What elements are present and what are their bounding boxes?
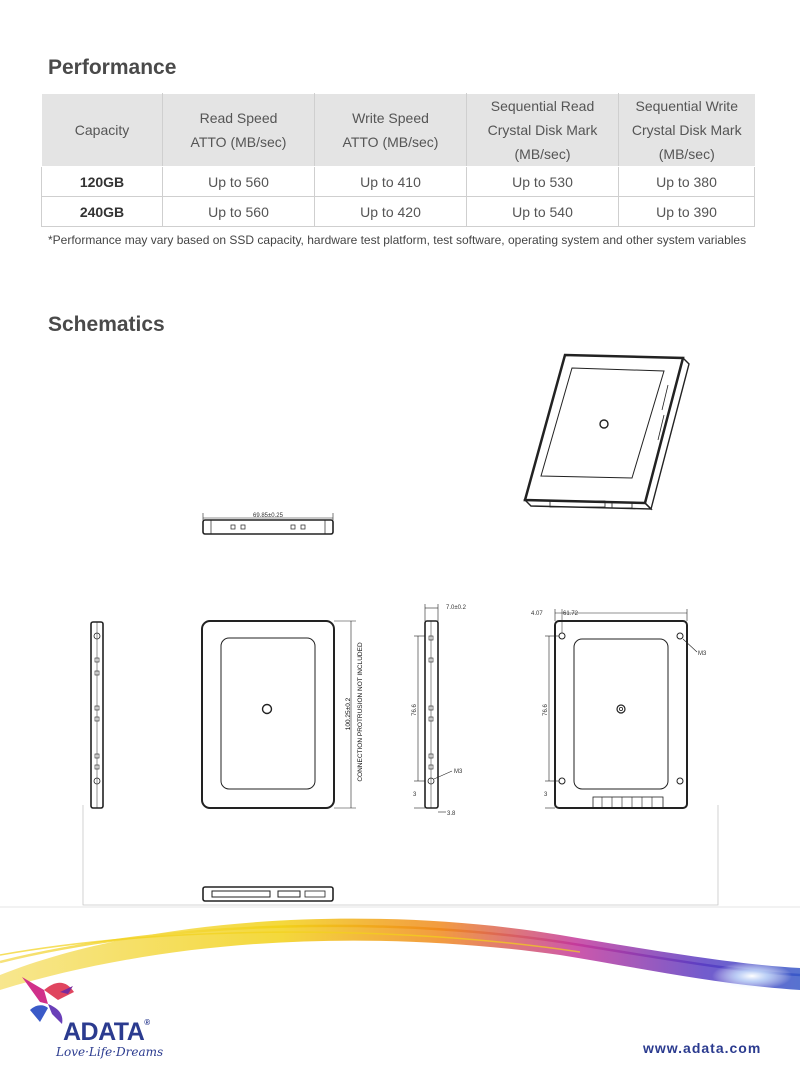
cell-write-speed: Up to 410 xyxy=(315,167,467,197)
side-view xyxy=(414,604,452,812)
cell-capacity: 240GB xyxy=(42,197,163,227)
website-url[interactable]: www.adata.com xyxy=(643,1040,762,1056)
cell-read-speed: Up to 560 xyxy=(163,167,315,197)
dim-side-bottom: 3.8 xyxy=(447,811,456,817)
dim-edge-offset: 4.07 xyxy=(531,611,543,617)
dim-width: 69.85±0.25 xyxy=(253,513,283,519)
performance-table xyxy=(41,93,755,227)
dim-length: 100.25±0.2 xyxy=(345,697,352,731)
schematics-drawing xyxy=(0,340,800,910)
table-row xyxy=(42,167,755,197)
bottom-view xyxy=(545,609,697,808)
cell-sequential-write: Up to 380 xyxy=(619,167,755,197)
dim-bottom-offset: 3 xyxy=(544,792,548,798)
header-read-speed: Read Speed ATTO (MB/sec) xyxy=(163,94,315,167)
dim-thickness: 7.0±0.2 xyxy=(446,605,466,611)
dim-hole-label-bottom: M3 xyxy=(698,651,707,657)
cell-sequential-write: Up to 390 xyxy=(619,197,755,227)
table-header-row xyxy=(42,94,755,167)
table-row xyxy=(42,197,755,227)
cell-read-speed: Up to 560 xyxy=(163,197,315,227)
dim-side-hole-span: 76.6 xyxy=(412,704,418,716)
left-side-view xyxy=(91,622,103,808)
connection-note: CONNECTION PROTRUSION NOT INCLUDED xyxy=(357,642,364,782)
header-sequential-write: Sequential Write Crystal Disk Mark (MB/sec) xyxy=(619,94,755,167)
dim-hole-label-side: M3 xyxy=(454,769,463,775)
header-sequential-read: Sequential Read Crystal Disk Mark (MB/sec) xyxy=(467,94,619,167)
cell-sequential-read: Up to 530 xyxy=(467,167,619,197)
top-view xyxy=(202,621,356,808)
cell-sequential-read: Up to 540 xyxy=(467,197,619,227)
cell-write-speed: Up to 420 xyxy=(315,197,467,227)
tagline: Love·Life·Dreams xyxy=(56,1045,164,1059)
connector-end-view xyxy=(203,887,333,901)
performance-title: Performance xyxy=(48,56,177,79)
cell-capacity: 120GB xyxy=(42,167,163,197)
hummingbird-logo xyxy=(22,977,74,1024)
header-capacity: Capacity xyxy=(42,94,163,167)
schematics-title: Schematics xyxy=(48,313,165,336)
header-write-speed: Write Speed ATTO (MB/sec) xyxy=(315,94,467,167)
adata-logo-text: ADATA® xyxy=(63,1018,150,1046)
performance-footnote: *Performance may vary based on SSD capacity, hardware test platform, test software, operating system and other system variables xyxy=(48,233,747,247)
drawing-frame xyxy=(83,805,718,905)
dim-hole-span-top: 61.72 xyxy=(563,611,579,617)
isometric-ssd-view xyxy=(525,355,689,509)
dim-bottom-hole-span: 76.6 xyxy=(543,704,549,716)
dim-side-offset: 3 xyxy=(413,792,417,798)
